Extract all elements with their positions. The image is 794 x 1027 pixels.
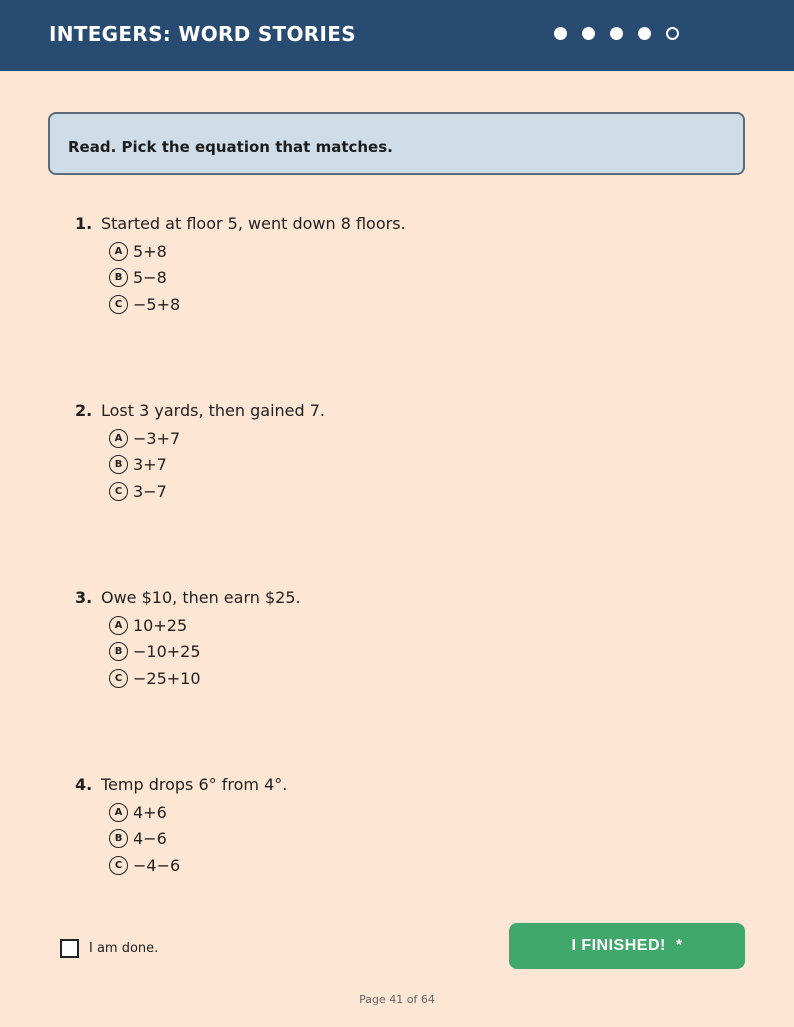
question-text: Lost 3 yards, then gained 7. <box>101 401 325 420</box>
option-a[interactable] <box>109 425 675 452</box>
question-number: 2. <box>75 401 93 420</box>
option-c[interactable] <box>109 852 675 879</box>
question-2 <box>75 399 675 505</box>
option-text: −25+10 <box>133 668 201 688</box>
done-checkbox-row[interactable] <box>60 939 158 958</box>
option-a[interactable] <box>109 799 675 826</box>
option-c[interactable] <box>109 291 675 318</box>
finish-button-label: I FINISHED! <box>571 937 666 954</box>
question-text: Started at floor 5, went down 8 floors. <box>101 214 406 233</box>
answer-bubble-a[interactable]: A <box>109 429 128 448</box>
star-icon: * <box>675 937 683 954</box>
option-list <box>109 612 675 692</box>
answer-bubble-c[interactable]: C <box>109 295 128 314</box>
answer-bubble-a[interactable]: A <box>109 242 128 261</box>
instruction-text: Read. Pick the equation that matches. <box>68 138 393 156</box>
question-1 <box>75 212 675 318</box>
option-text: 3−7 <box>133 481 167 501</box>
option-text: 3+7 <box>133 455 167 475</box>
option-b[interactable] <box>109 265 675 292</box>
answer-bubble-b[interactable]: B <box>109 642 128 661</box>
answer-bubble-c[interactable]: C <box>109 856 128 875</box>
question-prompt <box>75 212 675 236</box>
question-text: Owe $10, then earn $25. <box>101 588 301 607</box>
answer-bubble-c[interactable]: C <box>109 669 128 688</box>
option-text: 5−8 <box>133 268 167 288</box>
answer-bubble-a[interactable]: A <box>109 803 128 822</box>
question-3 <box>75 586 675 692</box>
page-title: INTEGERS: WORD STORIES <box>49 22 356 46</box>
question-number: 3. <box>75 588 93 607</box>
question-4 <box>75 773 675 879</box>
progress-dot-empty <box>666 27 679 40</box>
option-list <box>109 799 675 879</box>
option-b[interactable] <box>109 639 675 666</box>
answer-bubble-b[interactable]: B <box>109 268 128 287</box>
page-number: Page 41 of 64 <box>359 993 435 1006</box>
finish-button[interactable] <box>509 923 745 969</box>
progress-dot-filled <box>554 27 567 40</box>
progress-dot-filled <box>582 27 595 40</box>
instruction-box <box>48 112 745 175</box>
option-b[interactable] <box>109 826 675 853</box>
progress-dots <box>554 27 679 40</box>
option-text: −10+25 <box>133 642 201 662</box>
option-list <box>109 238 675 318</box>
option-c[interactable] <box>109 665 675 692</box>
option-b[interactable] <box>109 452 675 479</box>
option-list <box>109 425 675 505</box>
answer-bubble-b[interactable]: B <box>109 455 128 474</box>
page-header <box>0 0 794 71</box>
answer-bubble-c[interactable]: C <box>109 482 128 501</box>
done-checkbox[interactable] <box>60 939 79 958</box>
question-prompt <box>75 586 675 610</box>
option-text: 4−6 <box>133 829 167 849</box>
option-text: −3+7 <box>133 428 181 448</box>
option-c[interactable] <box>109 478 675 505</box>
question-text: Temp drops 6° from 4°. <box>101 775 288 794</box>
option-text: 10+25 <box>133 615 188 635</box>
question-number: 1. <box>75 214 93 233</box>
option-text: −5+8 <box>133 294 181 314</box>
option-text: −4−6 <box>133 855 181 875</box>
progress-dot-filled <box>638 27 651 40</box>
answer-bubble-a[interactable]: A <box>109 616 128 635</box>
option-a[interactable] <box>109 238 675 265</box>
progress-dot-filled <box>610 27 623 40</box>
question-number: 4. <box>75 775 93 794</box>
option-text: 5+8 <box>133 241 167 261</box>
done-label: I am done. <box>89 941 159 956</box>
option-text: 4+6 <box>133 802 167 822</box>
question-prompt <box>75 399 675 423</box>
answer-bubble-b[interactable]: B <box>109 829 128 848</box>
question-prompt <box>75 773 675 797</box>
option-a[interactable] <box>109 612 675 639</box>
